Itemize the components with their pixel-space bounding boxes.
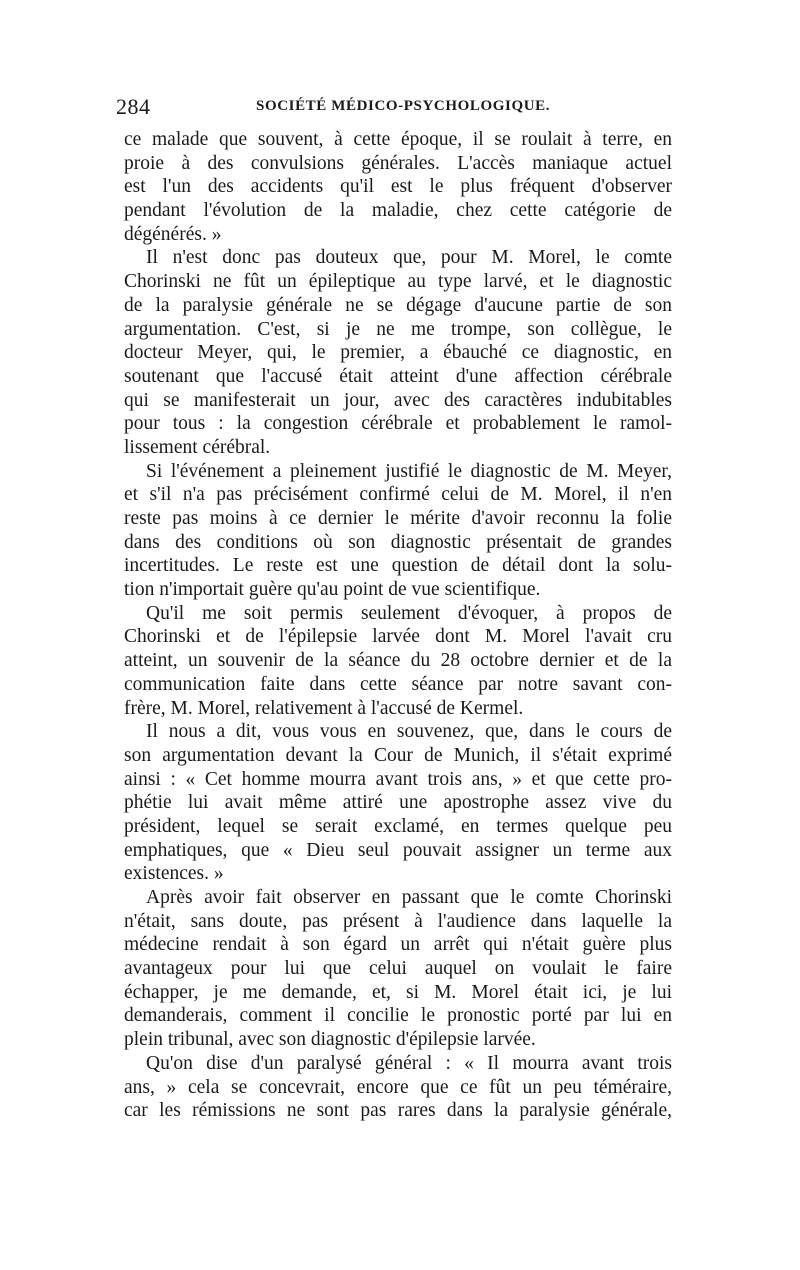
text-line: son argumentation devant la Cour de Munich, il s'était exprimé: [124, 744, 672, 766]
text-line: communication faite dans cette séance par notre savant con-: [124, 673, 672, 695]
page-header: [116, 94, 676, 124]
text-line: et s'il n'a pas précisément confirmé celui de M. Morel, il n'en: [124, 484, 672, 506]
text-line: Chorinski et de l'épilepsie larvée dont M. Morel l'avait cru: [124, 626, 672, 648]
text-line: phétie lui avait même attiré une apostrophe assez vive du: [124, 792, 672, 814]
text-line: est l'un des accidents qu'il est le plus fréquent d'observer: [124, 176, 672, 198]
text-line: reste pas moins à ce dernier le mérite d'avoir reconnu la folie: [124, 508, 672, 529]
text-line: n'était, sans doute, pas présent à l'audience dans laquelle la: [124, 910, 672, 932]
text-line: lissement cérébral.: [124, 436, 271, 458]
text-line: Chorinski ne fût un épileptique au type larvé, et le diagnostic: [124, 271, 672, 293]
text-line: Si l'événement a pleinement justifié le diagnostic de M. Meyer,: [146, 460, 672, 482]
text-line: ainsi : « Cet homme mourra avant trois ans, » et que cette pro-: [124, 768, 672, 790]
text-line: frère, M. Morel, relativement à l'accusé de Kermel.: [124, 697, 524, 719]
text-line: car les rémissions ne sont pas rares dans la paralysie générale,: [124, 1100, 672, 1122]
text-line: président, lequel se serait exclamé, en termes quelque peu: [124, 815, 672, 837]
text-line: échapper, je me demande, et, si M. Morel était ici, je lui: [124, 981, 672, 1003]
text-line: avantageux pour lui que celui auquel on voulait le faire: [124, 958, 672, 980]
text-line: Il nous a dit, vous vous en souvenez, que, dans le cours de: [146, 721, 672, 743]
text-line: Qu'on dise d'un paralysé général : « Il mourra avant trois: [146, 1052, 672, 1074]
text-line: pendant l'évolution de la maladie, chez cette catégorie de: [124, 200, 672, 222]
text-line: Il n'est donc pas douteux que, pour M. Morel, le comte: [146, 247, 672, 269]
text-line: existences. »: [124, 863, 224, 885]
text-line: argumentation. C'est, si je ne me trompe, son collègue, le: [124, 318, 672, 340]
page-number: 284: [116, 94, 151, 119]
text-line: soutenant que l'accusé était atteint d'une affection cérébrale: [124, 365, 672, 387]
text-line: proie à des convulsions générales. L'accès maniaque actuel: [124, 152, 672, 174]
text-line: qui se manifesterait un jour, avec des caractères indubitables: [124, 389, 672, 411]
text-line: Après avoir fait observer en passant que le comte Chorinski: [146, 887, 672, 908]
running-head: SOCIÉTÉ MÉDICO-PSYCHOLOGIQUE.: [256, 98, 551, 114]
body-text: [124, 128, 672, 1123]
text-line: atteint, un souvenir de la séance du 28 octobre dernier et de la: [124, 650, 672, 672]
text-line: Qu'il me soit permis seulement d'évoquer, à propos de: [146, 602, 672, 624]
text-line: médecine rendait à son égard un arrêt qui n'était guère plus: [124, 934, 672, 956]
text-line: pour tous : la congestion cérébrale et probablement le ramol-: [124, 413, 672, 435]
text-line: docteur Meyer, qui, le premier, a ébauché ce diagnostic, en: [124, 342, 672, 364]
text-line: dans des conditions où son diagnostic présentait de grandes: [124, 531, 672, 553]
text-line: de la paralysie générale ne se dégage d'aucune partie de son: [124, 294, 672, 316]
text-line: incertitudes. Le reste est une question de détail dont la solu-: [124, 555, 672, 577]
text-line: plein tribunal, avec son diagnostic d'épilepsie larvée.: [124, 1029, 536, 1051]
text-line: emphatiques, que « Dieu seul pouvait assigner un terme aux: [124, 839, 672, 861]
text-line: dégénérés. »: [124, 223, 222, 245]
text-line: tion n'importait guère qu'au point de vue scientifique.: [124, 579, 541, 601]
text-line: demanderais, comment il concilie le pronostic porté par lui en: [124, 1005, 672, 1027]
text-line: ce malade que souvent, à cette époque, il se roulait à terre, en: [124, 129, 672, 150]
text-line: ans, » cela se concevrait, encore que ce fût un peu téméraire,: [124, 1076, 672, 1098]
